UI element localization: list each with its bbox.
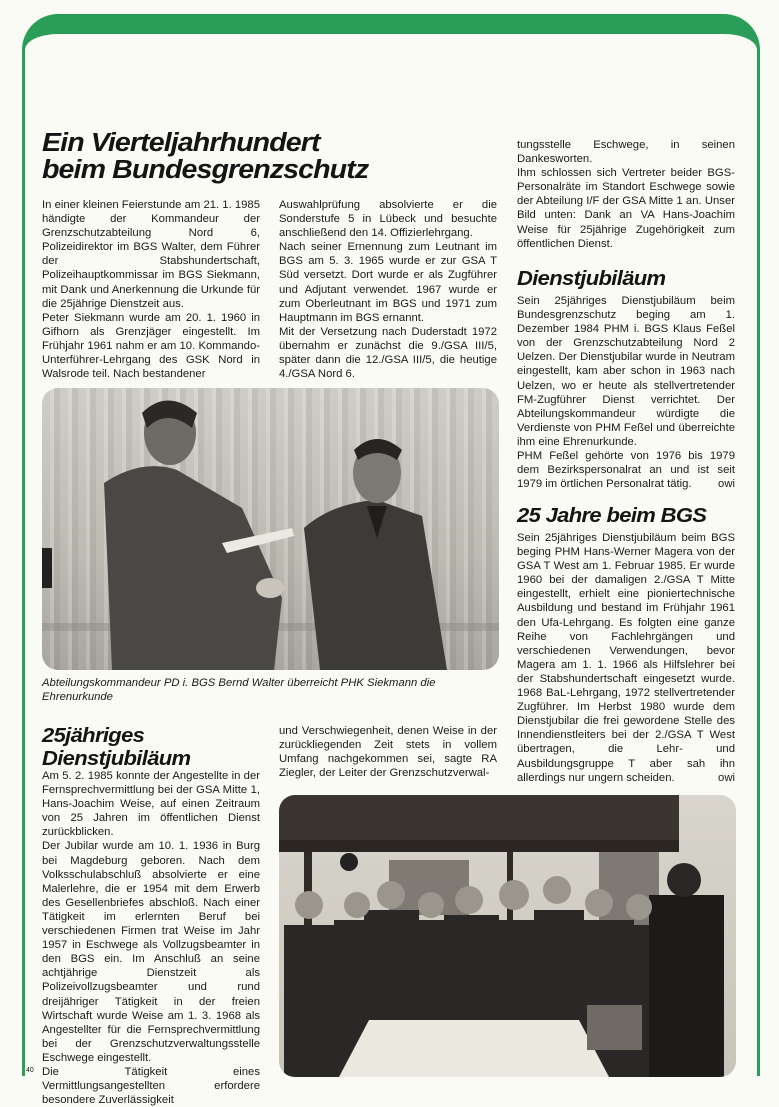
page-number: 40 [26,1067,34,1074]
article-title-vierteljahrhundert: Ein Vierteljahrhundert beim Bundesgrenzschutz [42,129,369,184]
photo-group [279,795,736,1077]
article1-column1 [42,198,260,381]
photo-handshake [42,388,499,670]
paragraph: und Verschwiegenheit, denen Weise in der zurückliegenden Zeit stets in vollem Umfang nachgekommen sei, sagte RA Ziegler, der Leiter der Grenzschutzverwal- [279,725,497,780]
paragraph: Sein 25jähriges Dienstjubiläum beim Bundesgrenzschutz beging am 1. Dezember 1984 PHM i. BGS Klaus Feßel von der Grenzschutzabteilung Nord 2 Uelzen. Der Dienstjubilar wurde in Neutram eingestellt, kam aber schon in 1963 nach Uelzen, wo er heute als stellvertretender FM-Zugführer Dienst verrichtet. Der Abteilungskommandeur würdigte die Verdienste von PHM Feßel und überreichte ihm eine Ehrenurkunde. [517,295,735,448]
article3-body [517,294,735,491]
paragraph: Mit der Versetzung nach Duderstadt 1972 übernahm er zunächst die 9./GSA III/5, später dann die 12./GSA III/5, die heutige 4./GSA Nord 6. [279,325,497,381]
article1-column2 [279,198,497,381]
article-title-25-jahre-bgs: 25 Jahre beim BGS [517,505,707,527]
article2-column2 [279,724,497,780]
paragraph: Ihm schlossen sich Vertreter beider BGS-Personalräte im Standort Eschwege sowie der Abteilung I/F der GSA Mitte 1 an. Unser Bild unten: Dank an VA Hans-Joachim Weise für 25jährige Zugehörigkeit zum öffentlichen Dienst. [517,167,735,250]
article2-column3 [517,138,735,251]
photo-group-illustration [279,795,736,1077]
paragraph: Am 5. 2. 1985 konnte der Angestellte in der Fernsprechvermittlung bei der GSA Mitte 1, Hans-Joachim Weise, auf einen Zeitraum von 25 Jahren im öffentlichen Dienst zurückblicken. [42,770,260,839]
paragraph: Nach seiner Ernennung zum Leutnant im BGS am 5. 3. 1965 wurde er zur GSA T Süd versetzt. Dort wurde er als Zugführer und Adjutant verwendet. 1967 wurde er zum Oberleutnant im BGS und 1971 zum Hauptmann im BGS ernannt. [279,241,497,324]
paragraph: Sein 25jähriges Dienstjubiläum beim BGS beging PHM Hans-Werner Magera von der GSA T West am 1. Februar 1985. Er wurde 1960 bei der damaligen 2./GSA T Mitte eingestellt, erhielt eine pioniertechnische Ausbildung und bestand im Frühjahr 1961 den Ufa-Lehrgang. Es folgten eine ganze Reihe von Fachlehrgängen und verschiedenen Verwendungen, bevor Magera am 1. 1. 1966 als Hilfslehrer bei der Stabshundertschaft eingesetzt wurde. 1968 BaL-Lehrgang, 1972 stellvertretender Zugführer. Im Herbst 1980 wurde dem Dienstjubilar die frei gewordene Stelle des Innendienstleiters bei der 2./GSA T West übertragen, die Lehr- und Ausbildungsgruppe T aber sah ihn allerdings nur ungern scheiden. owi [517,532,735,784]
paragraph: Peter Siekmann wurde am 20. 1. 1960 in Gifhorn als Grenzjäger eingestellt. Im Frühjahr 1961 nahm er am 10. Kommando-Unterführer-Lehrgang des GSK Nord in Walsrode teil. Nach bestandener [42,311,260,381]
paragraph: PHM Feßel gehörte von 1976 bis 1979 dem Bezirkspersonalrat an und ist seit 1979 im örtlichen Personalrat tätig. owi [517,450,735,491]
paragraph: Der Jubilar wurde am 10. 1. 1936 in Burg bei Magdeburg geboren. Nach dem Volksschulabschluß absolvierte er eine Malerlehre, die er 1954 mit dem Erwerb des Gesellenbriefes abschloß. Nach einer Tätigkeit im erlernten Beruf bei verschiedenen Firmen trat Weise im Jahr 1957 in Eschwege als Vollzugsbeamter in den BGS ein. Im Anschluß an seine achtjährige Dienstzeit als Polizeivollzugsbeamter und rund dreijähriger Tätigkeit in der freien Wirtschaft wurde Weise am 1. 3. 1968 als Angestellter für die Fernsprechvermittlung bei der Grenzschutzverwaltungsstelle Eschwege eingestellt. [42,840,260,1064]
paragraph: Auswahlprüfung absolvierte er die Sonderstufe 5 in Lübeck und besuchte anschließend den 14. Offizierlehrgang. [279,199,497,240]
paragraph: Die Tätigkeit eines Vermittlungsangestellten erfordere besondere Zuverlässigkeit [42,1065,260,1107]
photo-handshake-illustration [42,388,499,670]
article-title-25jaehriges: 25jähriges Dienstjubiläum [42,725,191,770]
paragraph: tungsstelle Eschwege, in seinen Dankesworten. [517,139,735,166]
author-signature: owi [718,771,735,784]
article4-body [517,531,735,785]
article2-column1 [42,769,260,1107]
paragraph: In einer kleinen Feierstunde am 21. 1. 1985 händigte der Kommandeur der Grenzschutzabteilung Nord 6, Polizeidirektor im BGS Walter, dem Führer der Stabshundertschaft, Polizeihauptkommissar im BGS Siekmann, mit Dank und Anerkennung die Urkunde für die 25jährige Dienstzeit aus. [42,199,260,310]
author-signature: owi [718,478,735,491]
photo-caption: Abteilungskommandeur PD i. BGS Bernd Walter überreicht PHK Siekmann die Ehrenurkunde [42,677,436,703]
article-title-dienstjubilaeum: Dienstjubiläum [517,268,666,290]
